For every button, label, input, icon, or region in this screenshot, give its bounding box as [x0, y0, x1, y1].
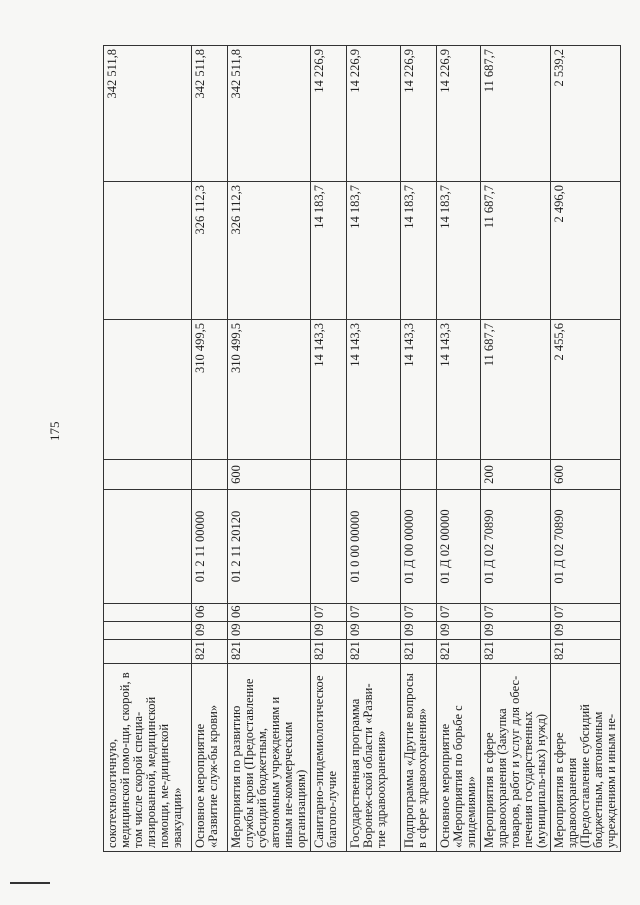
ministry-code-cell: 821	[481, 640, 551, 664]
subsection-code-cell: 07	[481, 604, 551, 622]
amount-2025-cell: 326 112,3	[228, 182, 311, 320]
amount-2024-cell: 14 143,3	[401, 320, 437, 460]
rotated-table-wrapper	[103, 46, 618, 852]
subsection-code-cell: 07	[401, 604, 437, 622]
amount-2026-cell: 14 226,9	[437, 46, 481, 182]
target-code-cell: 01 2 11 00000	[192, 490, 228, 604]
target-code-cell: 01 0 00 00000	[347, 490, 401, 604]
expense-type-cell: 200	[481, 460, 551, 490]
amount-2024-cell: 11 687,7	[481, 320, 551, 460]
amount-2024-cell	[104, 320, 192, 460]
target-code-cell: 01 Д 00 00000	[401, 490, 437, 604]
subsection-code-cell: 06	[192, 604, 228, 622]
amount-2025-cell: 2 496,0	[551, 182, 621, 320]
expense-type-cell	[347, 460, 401, 490]
target-code-cell: 01 2 11 20120	[228, 490, 311, 604]
footer-rule	[10, 882, 50, 884]
amount-2024-cell: 310 499,5	[192, 320, 228, 460]
table-row	[311, 46, 347, 852]
expense-type-cell: 600	[551, 460, 621, 490]
amount-2026-cell: 342 511,8	[192, 46, 228, 182]
page-number: 175	[47, 421, 62, 441]
amount-2025-cell: 14 183,7	[401, 182, 437, 320]
amount-2026-cell: 342 511,8	[104, 46, 192, 182]
amount-2024-cell: 14 143,3	[347, 320, 401, 460]
subsection-code-cell: 07	[347, 604, 401, 622]
row-name-cell: Основное мероприятие «Развитие служ-бы крови»	[192, 664, 228, 852]
table-row	[551, 46, 621, 852]
row-name-cell: Государственная программа Воронеж-ской области «Разви-тие здравоохранения»	[347, 664, 401, 852]
amount-2024-cell: 2 455,6	[551, 320, 621, 460]
section-code-cell: 09	[437, 622, 481, 640]
amount-2025-cell	[104, 182, 192, 320]
subsection-code-cell: 06	[228, 604, 311, 622]
table-row	[228, 46, 311, 852]
expense-type-cell	[401, 460, 437, 490]
amount-2025-cell: 14 183,7	[347, 182, 401, 320]
amount-2025-cell: 11 687,7	[481, 182, 551, 320]
subsection-code-cell: 07	[551, 604, 621, 622]
ministry-code-cell: 821	[228, 640, 311, 664]
ministry-code-cell	[104, 640, 192, 664]
row-name-cell: Основное мероприятие «Мероприятия по борьбе с эпидемиями»	[437, 664, 481, 852]
row-name-cell: Мероприятия в сфере здравоохранения (Закупка товаров, работ и услуг для обес-печения государственных (муниципаль-ных) нужд)	[481, 664, 551, 852]
section-code-cell: 09	[192, 622, 228, 640]
amount-2024-cell: 310 499,5	[228, 320, 311, 460]
section-code-cell	[104, 622, 192, 640]
table-row	[192, 46, 228, 852]
amount-2024-cell: 14 143,3	[437, 320, 481, 460]
table-row	[347, 46, 401, 852]
row-name-cell: Мероприятия по развитию службы крови (Предоставление субсидий бюджетным, автономным учреждениям и иным не-коммерческим организациям)	[228, 664, 311, 852]
table-row	[481, 46, 551, 852]
ministry-code-cell: 821	[551, 640, 621, 664]
ministry-code-cell: 821	[347, 640, 401, 664]
amount-2026-cell: 14 226,9	[347, 46, 401, 182]
expense-type-cell	[104, 460, 192, 490]
table-row	[104, 46, 192, 852]
row-name-cell: сокотехнологичную, медицинской помо-щи, скорой, в том числе скорой специа-лизированной, медицинской помощи, ме-дицинской эвакуации»	[104, 664, 192, 852]
amount-2026-cell: 14 226,9	[311, 46, 347, 182]
amount-2026-cell: 342 511,8	[228, 46, 311, 182]
row-name-cell: Подпрограмма «Другие вопросы в сфере здравоохранения»	[401, 664, 437, 852]
section-code-cell: 09	[347, 622, 401, 640]
subsection-code-cell: 07	[437, 604, 481, 622]
ministry-code-cell: 821	[437, 640, 481, 664]
expense-type-cell	[311, 460, 347, 490]
subsection-code-cell	[104, 604, 192, 622]
ministry-code-cell: 821	[311, 640, 347, 664]
budget-table	[103, 45, 621, 852]
target-code-cell	[311, 490, 347, 604]
section-code-cell: 09	[401, 622, 437, 640]
target-code-cell: 01 Д 02 70890	[481, 490, 551, 604]
target-code-cell: 01 Д 02 70890	[551, 490, 621, 604]
amount-2026-cell: 2 539,2	[551, 46, 621, 182]
expense-type-cell	[437, 460, 481, 490]
subsection-code-cell: 07	[311, 604, 347, 622]
amount-2026-cell: 14 226,9	[401, 46, 437, 182]
row-name-cell: Санитарно-эпидемиологическое благопо-лучие	[311, 664, 347, 852]
section-code-cell: 09	[551, 622, 621, 640]
expense-type-cell: 600	[228, 460, 311, 490]
target-code-cell: 01 Д 02 00000	[437, 490, 481, 604]
section-code-cell: 09	[481, 622, 551, 640]
amount-2025-cell: 14 183,7	[311, 182, 347, 320]
amount-2026-cell: 11 687,7	[481, 46, 551, 182]
table-row	[401, 46, 437, 852]
amount-2024-cell: 14 143,3	[311, 320, 347, 460]
table-row	[437, 46, 481, 852]
amount-2025-cell: 14 183,7	[437, 182, 481, 320]
amount-2025-cell: 326 112,3	[192, 182, 228, 320]
ministry-code-cell: 821	[192, 640, 228, 664]
target-code-cell	[104, 490, 192, 604]
ministry-code-cell: 821	[401, 640, 437, 664]
section-code-cell: 09	[228, 622, 311, 640]
expense-type-cell	[192, 460, 228, 490]
section-code-cell: 09	[311, 622, 347, 640]
row-name-cell: Мероприятия в сфере здравоохранения (Предоставление субсидий бюджетным, автономным учреждениям и иным не-	[551, 664, 621, 852]
